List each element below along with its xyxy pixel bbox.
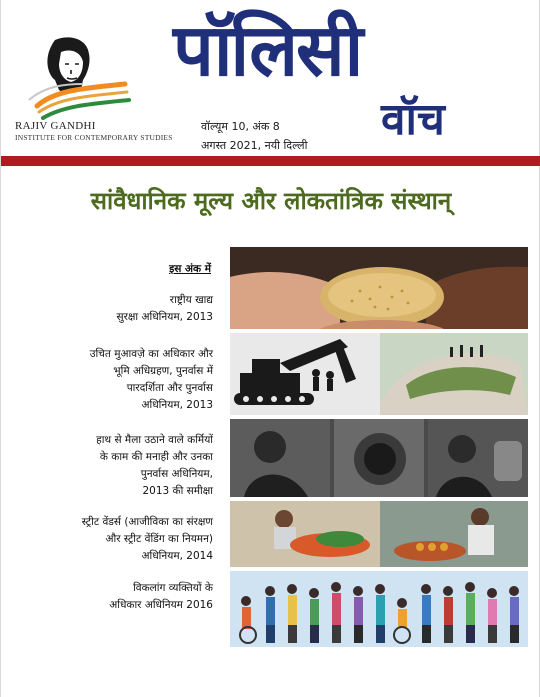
contents-title: इस अंक में bbox=[169, 263, 211, 275]
toc-item-land-acquisition[interactable] bbox=[41, 346, 213, 414]
masthead-title-bottom: वॉच bbox=[381, 94, 445, 145]
toc-line: और स्ट्रीट वेंडिंग का नियमन) bbox=[105, 533, 213, 545]
toc-line: 2013 की समीक्षा bbox=[142, 485, 213, 497]
toc-line: पारदर्शिता और पुनर्वास bbox=[126, 382, 213, 394]
manual-scavengers-photo bbox=[230, 419, 528, 497]
toc-line: के काम की मनाही और उनका bbox=[99, 451, 213, 463]
toc-line: उचित मुआवज़े का अधिकार और bbox=[89, 348, 213, 360]
toc-line: अधिकार अधिनियम 2016 bbox=[109, 599, 213, 611]
issue-volume: वॉल्यूम 10, अंक 8 bbox=[201, 120, 280, 133]
toc-line: सुरक्षा अधिनियम, 2013 bbox=[116, 311, 213, 323]
org-subtitle: INSTITUTE FOR CONTEMPORARY STUDIES bbox=[15, 133, 173, 142]
toc-line: हाथ से मैला उठाने वाले कर्मियों bbox=[96, 434, 213, 446]
toc-line: राष्ट्रीय खाद्य bbox=[169, 294, 213, 306]
masthead-title: पॉलिसी bbox=[173, 8, 362, 92]
toc-line: पुनर्वास अधिनियम, bbox=[140, 468, 213, 480]
institute-logo bbox=[15, 34, 173, 144]
grain-in-hands-photo bbox=[230, 247, 528, 329]
toc-line: अधिनियम, 2013 bbox=[141, 399, 213, 411]
toc-line: अधिनियम, 2014 bbox=[141, 550, 213, 562]
toc-item-manual-scavengers[interactable] bbox=[41, 432, 213, 500]
toc-item-street-vendors[interactable] bbox=[41, 514, 213, 565]
toc-line: स्ट्रीट वेंडर्स (आजीविका का संरक्षण bbox=[81, 516, 213, 528]
toc-line: भूमि अधिग्रहण, पुनर्वास में bbox=[113, 365, 213, 377]
rajiv-gandhi-portrait-icon bbox=[25, 34, 135, 120]
org-name: RAJIV GANDHI bbox=[15, 120, 96, 132]
red-divider bbox=[1, 156, 540, 166]
toc-item-food-security[interactable] bbox=[41, 292, 213, 326]
disability-people-illustration bbox=[230, 571, 528, 647]
issue-date: अगस्त 2021, नयी दिल्ली bbox=[201, 139, 308, 152]
excavator-land-photo bbox=[230, 333, 528, 415]
toc-item-disability-rights[interactable] bbox=[41, 580, 213, 614]
street-vendors-photo bbox=[230, 501, 528, 567]
issue-headline: सांवैधानिक मूल्य और लोकतांत्रिक संस्थान् bbox=[90, 187, 452, 215]
toc-line: विकलांग व्यक्तियों के bbox=[133, 582, 213, 594]
